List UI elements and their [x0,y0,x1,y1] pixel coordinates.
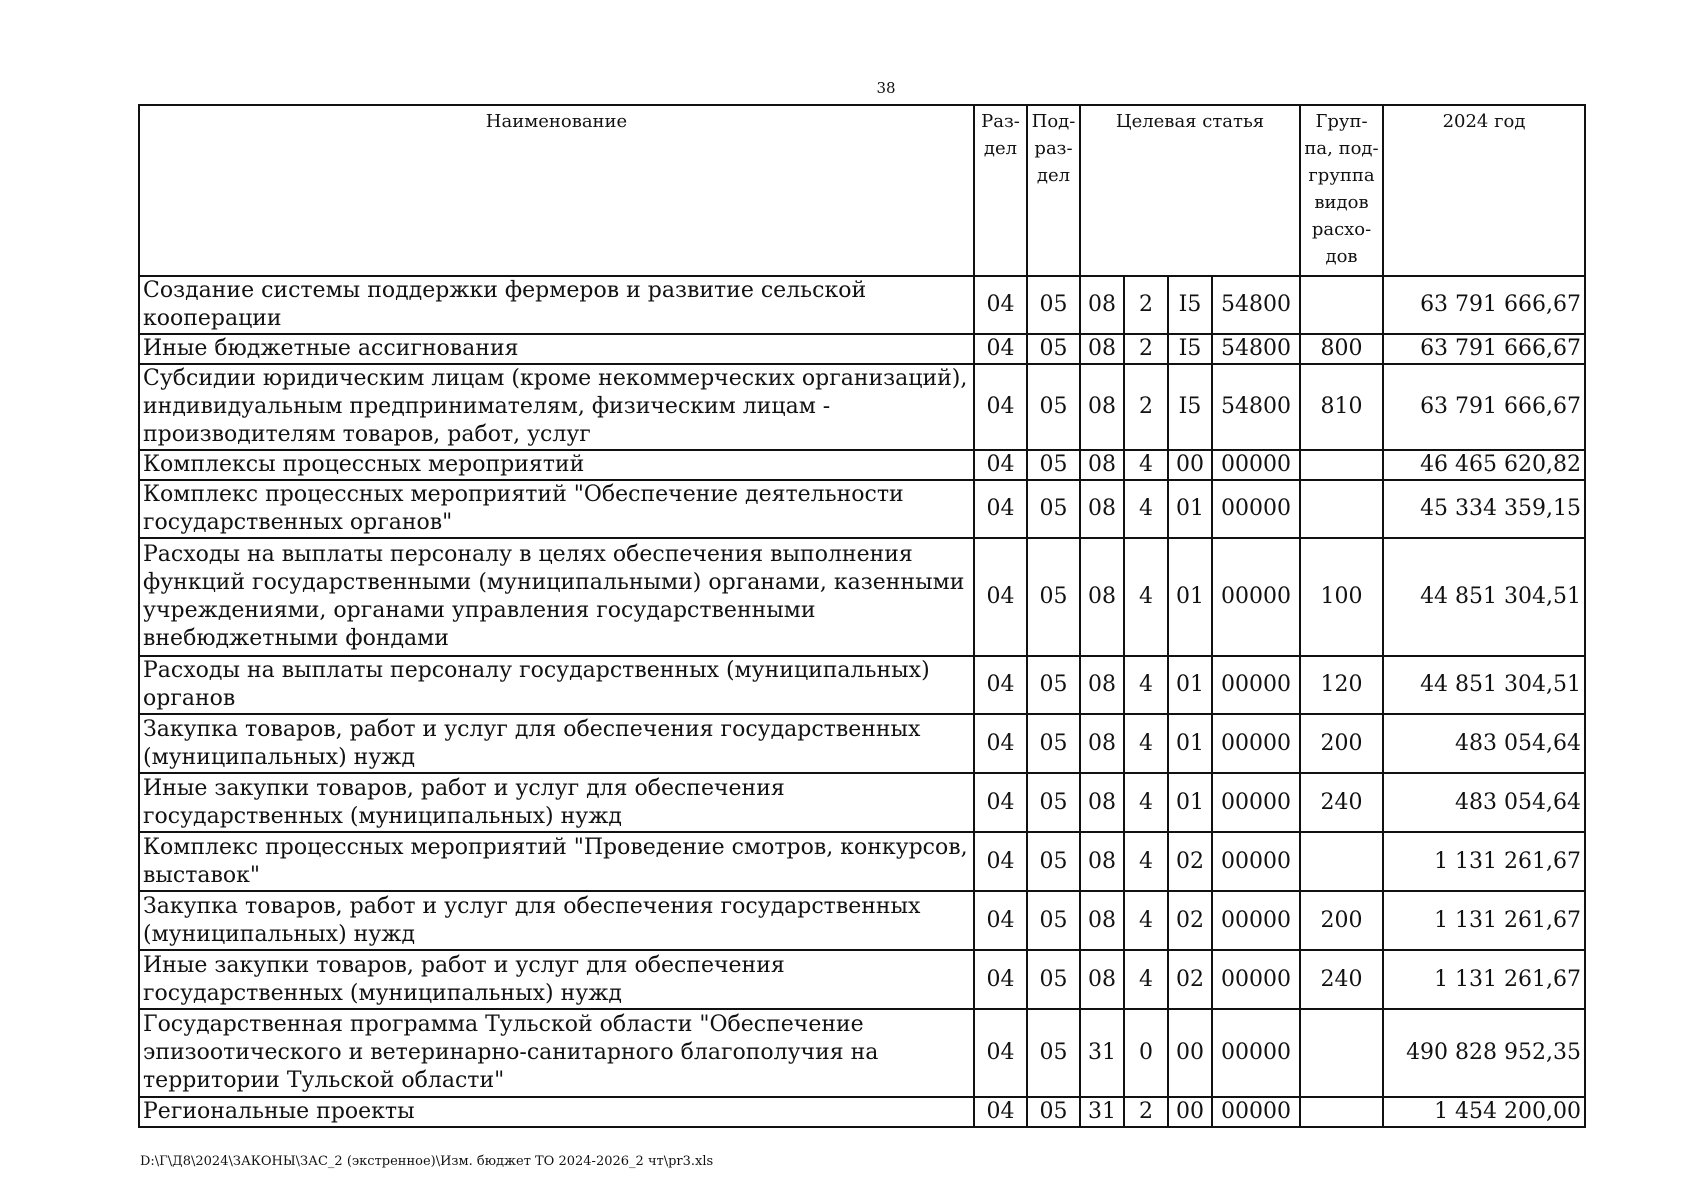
row-expense-group: 200 [1300,891,1383,950]
row-target-item: I5 [1168,276,1212,334]
header-section: Раз- дел [974,105,1027,276]
file-path-footer: D:\Г\Д8\2024\ЗАКОНЫ\ЗАС_2 (экстренное)\Изм. бюджет ТО 2024-2026_2 чт\pr3.xls [140,1154,714,1169]
row-subsection: 05 [1027,891,1080,950]
row-name: Иные закупки товаров, работ и услуг для обеспечения государственных (муниципальных) нужд [139,950,974,1009]
row-name: Комплекс процессных мероприятий "Проведение смотров, конкурсов, выставок" [139,832,974,891]
row-target-item: I5 [1168,334,1212,364]
row-target-type: 4 [1124,480,1168,538]
row-amount: 46 465 620,82 [1383,450,1585,480]
row-subsection: 05 [1027,714,1080,773]
row-target-item: 01 [1168,656,1212,714]
row-expense-group: 810 [1300,364,1383,450]
table-row [139,656,1585,714]
header-group: Груп- па, под- группа видов расхо- дов [1300,105,1383,276]
row-target-type: 2 [1124,364,1168,450]
row-target-item: 00 [1168,450,1212,480]
row-name: Закупка товаров, работ и услуг для обеспечения государственных (муниципальных) нужд [139,891,974,950]
row-target-program: 08 [1080,480,1124,538]
row-name: Создание системы поддержки фермеров и развитие сельской кооперации [139,276,974,334]
row-target-program: 08 [1080,450,1124,480]
row-target-program: 08 [1080,334,1124,364]
row-target-item: 00 [1168,1097,1212,1127]
row-expense-group [1300,450,1383,480]
row-target-program: 08 [1080,714,1124,773]
table-row [139,1009,1585,1097]
row-target-type: 4 [1124,832,1168,891]
row-name: Иные закупки товаров, работ и услуг для обеспечения государственных (муниципальных) нужд [139,773,974,832]
row-target-direction: 00000 [1212,450,1300,480]
row-subsection: 05 [1027,538,1080,656]
row-target-program: 08 [1080,656,1124,714]
page-number: 38 [876,79,896,97]
row-expense-group: 240 [1300,950,1383,1009]
row-subsection: 05 [1027,334,1080,364]
row-target-type: 0 [1124,1009,1168,1097]
row-target-program: 08 [1080,950,1124,1009]
row-target-direction: 00000 [1212,656,1300,714]
row-target-item: 01 [1168,714,1212,773]
row-expense-group [1300,480,1383,538]
row-target-type: 2 [1124,334,1168,364]
row-amount: 63 791 666,67 [1383,364,1585,450]
row-subsection: 05 [1027,450,1080,480]
row-target-type: 4 [1124,891,1168,950]
table-row [139,450,1585,480]
row-section: 04 [974,334,1027,364]
row-amount: 45 334 359,15 [1383,480,1585,538]
row-subsection: 05 [1027,950,1080,1009]
row-target-program: 31 [1080,1097,1124,1127]
row-name: Государственная программа Тульской области "Обеспечение эпизоотического и ветеринарно-санитарного благополучия на территории Тульской области" [139,1009,974,1097]
row-amount: 44 851 304,51 [1383,656,1585,714]
row-expense-group [1300,1009,1383,1097]
row-amount: 44 851 304,51 [1383,538,1585,656]
table-row [139,1097,1585,1127]
row-section: 04 [974,1097,1027,1127]
row-subsection: 05 [1027,832,1080,891]
header-target: Целевая статья [1080,105,1300,276]
row-target-item: 00 [1168,1009,1212,1097]
row-expense-group: 120 [1300,656,1383,714]
row-subsection: 05 [1027,276,1080,334]
row-target-direction: 00000 [1212,1097,1300,1127]
row-subsection: 05 [1027,364,1080,450]
row-target-item: I5 [1168,364,1212,450]
row-target-program: 31 [1080,1009,1124,1097]
table-row [139,773,1585,832]
row-amount: 483 054,64 [1383,773,1585,832]
row-section: 04 [974,538,1027,656]
header-name: Наименование [139,105,974,276]
header-row [139,105,1585,276]
row-expense-group: 100 [1300,538,1383,656]
table-row [139,891,1585,950]
row-section: 04 [974,450,1027,480]
table-row [139,276,1585,334]
row-name: Иные бюджетные ассигнования [139,334,974,364]
row-section: 04 [974,714,1027,773]
row-target-direction: 00000 [1212,891,1300,950]
row-name: Комплексы процессных мероприятий [139,450,974,480]
row-section: 04 [974,480,1027,538]
row-target-program: 08 [1080,832,1124,891]
row-target-direction: 00000 [1212,1009,1300,1097]
row-target-item: 02 [1168,950,1212,1009]
row-target-direction: 54800 [1212,276,1300,334]
row-target-direction: 00000 [1212,832,1300,891]
row-target-direction: 00000 [1212,538,1300,656]
table-row [139,364,1585,450]
row-expense-group [1300,1097,1383,1127]
row-target-direction: 54800 [1212,334,1300,364]
table-row [139,950,1585,1009]
row-target-program: 08 [1080,538,1124,656]
row-target-type: 4 [1124,656,1168,714]
row-target-item: 02 [1168,832,1212,891]
row-target-type: 4 [1124,450,1168,480]
row-target-direction: 00000 [1212,714,1300,773]
row-expense-group: 240 [1300,773,1383,832]
header-subsection: Под- раз- дел [1027,105,1080,276]
table-row [139,538,1585,656]
row-amount: 490 828 952,35 [1383,1009,1585,1097]
row-target-item: 01 [1168,538,1212,656]
row-amount: 1 131 261,67 [1383,832,1585,891]
row-target-direction: 00000 [1212,480,1300,538]
row-amount: 63 791 666,67 [1383,334,1585,364]
header-year: 2024 год [1383,105,1585,276]
row-subsection: 05 [1027,1009,1080,1097]
row-target-direction: 00000 [1212,950,1300,1009]
row-name: Расходы на выплаты персоналу в целях обеспечения выполнения функций государственными (муниципальными) органами, казенными учреждениями, органами управления государственными внебюджетными фондами [139,538,974,656]
table-row [139,832,1585,891]
row-name: Региональные проекты [139,1097,974,1127]
row-subsection: 05 [1027,773,1080,832]
row-target-item: 01 [1168,773,1212,832]
row-section: 04 [974,1009,1027,1097]
row-target-item: 01 [1168,480,1212,538]
row-section: 04 [974,950,1027,1009]
row-subsection: 05 [1027,480,1080,538]
row-expense-group: 200 [1300,714,1383,773]
row-subsection: 05 [1027,656,1080,714]
row-name: Субсидии юридическим лицам (кроме некоммерческих организаций), индивидуальным предпринимателям, физическим лицам - производителям товаров, работ, услуг [139,364,974,450]
row-amount: 1 131 261,67 [1383,891,1585,950]
row-section: 04 [974,773,1027,832]
row-expense-group: 800 [1300,334,1383,364]
row-name: Закупка товаров, работ и услуг для обеспечения государственных (муниципальных) нужд [139,714,974,773]
row-target-item: 02 [1168,891,1212,950]
row-section: 04 [974,656,1027,714]
row-name: Комплекс процессных мероприятий "Обеспечение деятельности государственных органов" [139,480,974,538]
row-target-direction: 54800 [1212,364,1300,450]
table-row [139,714,1585,773]
row-target-type: 2 [1124,276,1168,334]
row-target-type: 2 [1124,1097,1168,1127]
row-target-type: 4 [1124,538,1168,656]
row-amount: 483 054,64 [1383,714,1585,773]
row-target-program: 08 [1080,773,1124,832]
row-target-type: 4 [1124,950,1168,1009]
row-section: 04 [974,364,1027,450]
row-target-program: 08 [1080,364,1124,450]
row-target-direction: 00000 [1212,773,1300,832]
row-section: 04 [974,891,1027,950]
table-row [139,480,1585,538]
budget-table [138,104,1586,1128]
row-amount: 1 454 200,00 [1383,1097,1585,1127]
row-section: 04 [974,276,1027,334]
row-target-program: 08 [1080,276,1124,334]
row-subsection: 05 [1027,1097,1080,1127]
row-expense-group [1300,832,1383,891]
row-expense-group [1300,276,1383,334]
row-amount: 63 791 666,67 [1383,276,1585,334]
row-target-type: 4 [1124,773,1168,832]
row-name: Расходы на выплаты персоналу государственных (муниципальных) органов [139,656,974,714]
row-section: 04 [974,832,1027,891]
row-target-type: 4 [1124,714,1168,773]
row-amount: 1 131 261,67 [1383,950,1585,1009]
row-target-program: 08 [1080,891,1124,950]
table-row [139,334,1585,364]
